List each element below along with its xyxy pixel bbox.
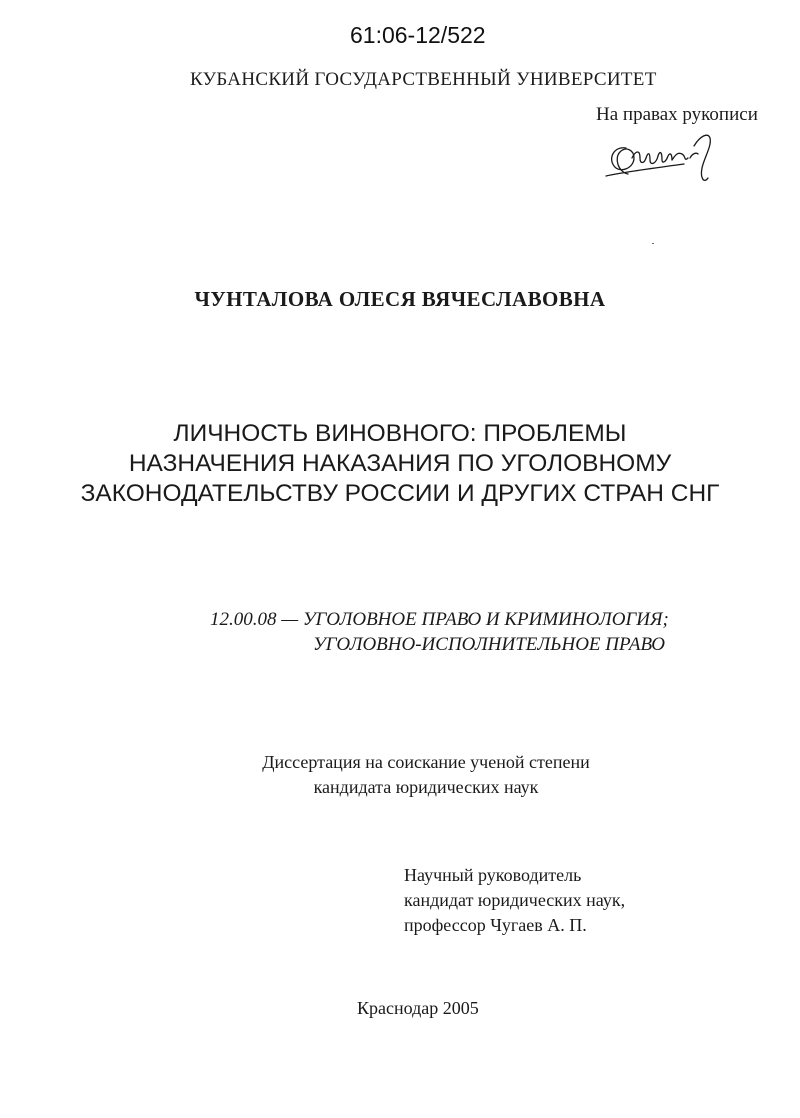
supervisor-line: Научный руководитель bbox=[404, 865, 582, 885]
degree-line: Диссертация на соискание ученой степени bbox=[262, 752, 590, 772]
manuscript-rights-label: На правах рукописи bbox=[596, 104, 758, 125]
supervisor-line: профессор Чугаев А. П. bbox=[404, 915, 587, 935]
title-line: НАЗНАЧЕНИЯ НАКАЗАНИЯ ПО УГОЛОВНОМУ bbox=[128, 450, 672, 477]
scan-speck bbox=[652, 243, 654, 244]
city-year: Краснодар 2005 bbox=[357, 998, 479, 1018]
author-name: ЧУНТАЛОВА ОЛЕСЯ ВЯЧЕСЛАВОВНА bbox=[194, 287, 606, 311]
specialty-line: УГОЛОВНО-ИСПОЛНИТЕЛЬНОЕ ПРАВО bbox=[313, 634, 665, 655]
handwritten-signature bbox=[604, 128, 724, 186]
archive-stamp-code: 61:06-12/522 bbox=[350, 22, 486, 48]
title-line: ЛИЧНОСТЬ ВИНОВНОГО: ПРОБЛЕМЫ bbox=[173, 420, 627, 447]
university-name: КУБАНСКИЙ ГОСУДАРСТВЕННЫЙ УНИВЕРСИТЕТ bbox=[190, 69, 657, 90]
degree-statement bbox=[226, 750, 626, 800]
specialty-code bbox=[210, 607, 710, 657]
specialty-line: 12.00.08 — УГОЛОВНОЕ ПРАВО И КРИМИНОЛОГИЯ; bbox=[210, 609, 669, 630]
supervisor-line: кандидат юридических наук, bbox=[404, 890, 626, 910]
supervisor-block bbox=[404, 863, 625, 938]
title-line: ЗАКОНОДАТЕЛЬСТВУ РОССИИ И ДРУГИХ СТРАН СНГ bbox=[80, 480, 720, 507]
dissertation-title bbox=[0, 419, 800, 509]
degree-line: кандидата юридических наук bbox=[313, 777, 539, 797]
